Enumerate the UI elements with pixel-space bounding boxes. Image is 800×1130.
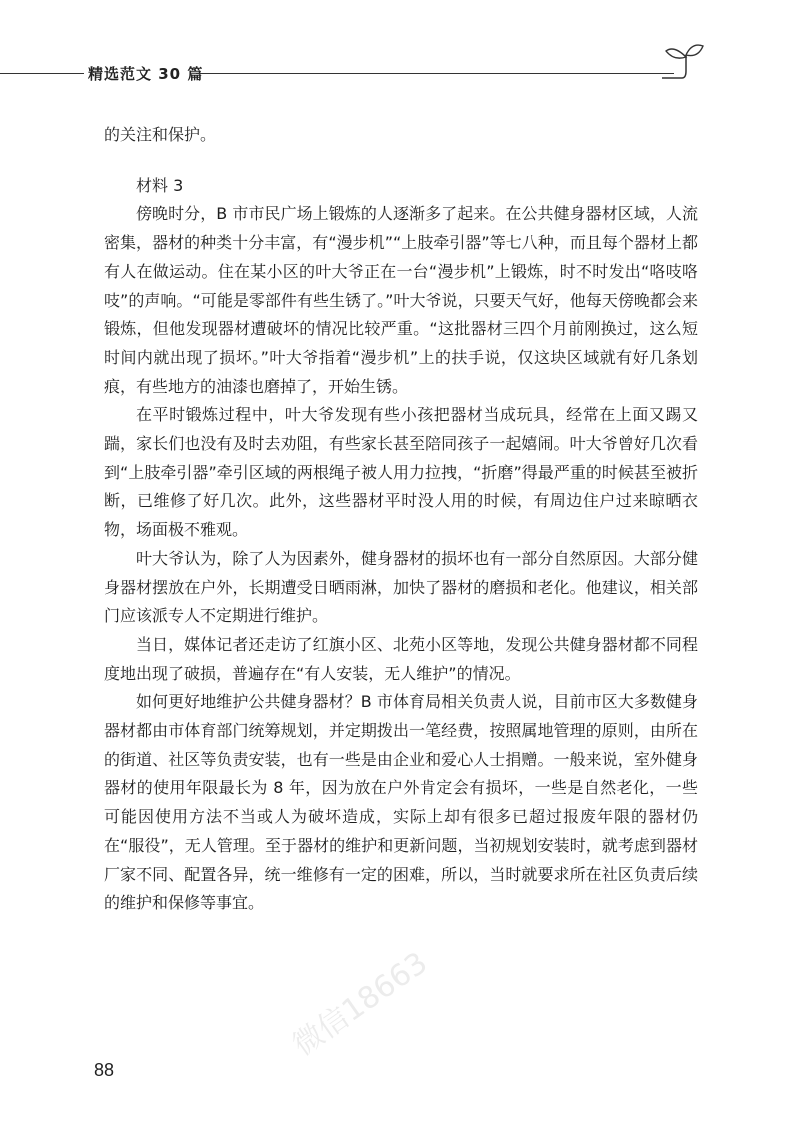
page-number: 88 [94,1060,115,1080]
paragraph-5: 如何更好地维护公共健身器材？B 市体育局相关负责人说，目前市区大多数健身器材都由市体育部门统筹规划，并定期拨出一笔经费，按照属地管理的原则，由所在的街道、社区等负责安装，也有一些是由企业和爱心人士捐赠。一般来说，室外健身器材的使用年限最长为 8 年，因为放在户外肯定会有损坏，一些是自然老化，一些可能因使用方法不当或人为破坏造成，实际上却有很多已超过报废年限的器材仍在“服役”，无人管理。至于器材的维护和更新问题，当初规划安装时，就考虑到器材厂家不同、配置各异，统一维修有一定的困难，所以，当时就要求所在社区负责后续的维护和保修等事宜。 [104,692,698,913]
paragraph-1: 傍晚时分，B 市市民广场上锻炼的人逐渐多了起来。在公共健身器材区域，人流密集，器材的种类十分丰富，有“漫步机”“上肢牵引器”等七八种，而且每个器材上都有人在做运动。住在某小区的叶大爷正在一台“漫步机”上锻炼，时不时发出“咯吱咯吱”的声响。“可能是零部件有些生锈了。”叶大爷说，只要天气好，他每天傍晚都会来锻炼，但他发现器材遭破坏的情况比较严重。“这批器材三四个月前刚换过，这么短时间内就出现了损坏。”叶大爷指着“漫步机”上的扶手说，仅这块区域就有好几条划痕，有些地方的油漆也磨掉了，开始生锈。 [104,204,698,396]
paragraph-4: 当日，媒体记者还走访了红旗小区、北苑小区等地，发现公共健身器材都不同程度地出现了破损，普遍存在“有人安装，无人维护”的情况。 [104,634,698,683]
header-rule-right [196,73,674,74]
paragraph-3: 叶大爷认为，除了人为因素外，健身器材的损坏也有一部分自然原因。大部分健身器材摆放在户外，长期遭受日晒雨淋，加快了器材的磨损和老化。他建议，相关部门应该派专人不定期进行维护。 [104,548,698,626]
sprout-icon [660,41,706,81]
header-rule-left [0,73,84,74]
watermark: 微信18663 [286,945,434,1064]
paragraph-2: 在平时锻炼过程中，叶大爷发现有些小孩把器材当成玩具，经常在上面又踢又踹，家长们也没有及时去劝阻，有些家长甚至陪同孩子一起嬉闹。叶大爷曾好几次看到“上肢牵引器”牵引区域的两根绳子被人用力拉拽，“折磨”得最严重的时候甚至被折断，已维修了好几次。此外，这些器材平时没人用的时候，有周边住户过来晾晒衣物，场面极不雅观。 [104,405,698,540]
continuation-line: 的关注和保护。 [104,125,217,144]
body-text [104,121,698,918]
section-heading: 材料 3 [136,175,184,195]
header-title: 精选范文 30 篇 [88,65,204,83]
page-header [0,55,800,95]
